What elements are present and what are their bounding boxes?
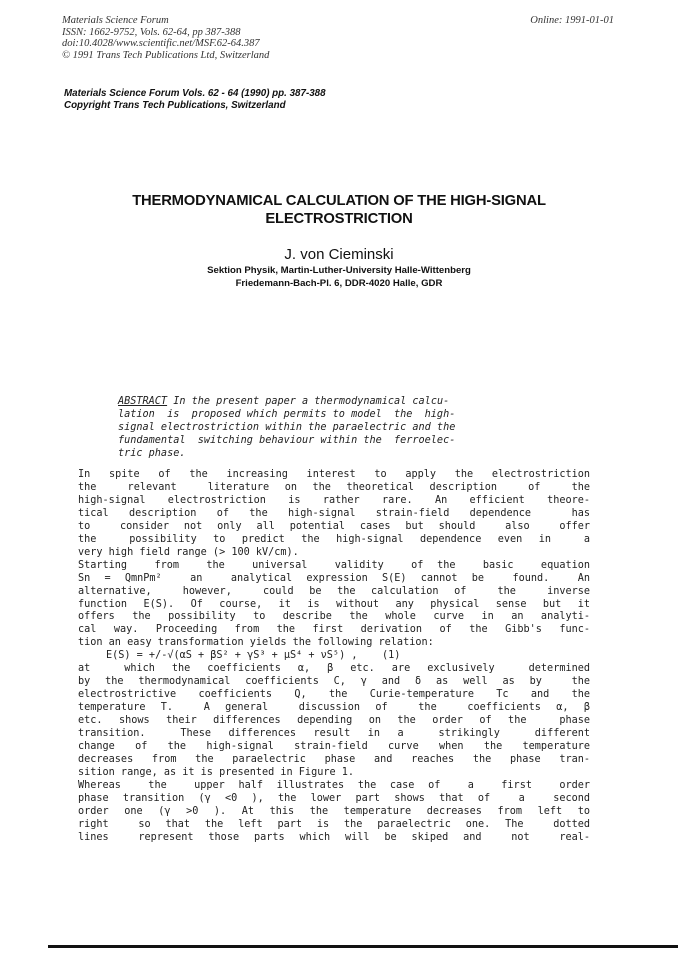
page-bottom-rule [48, 945, 678, 948]
body-line: high-signal electrostriction is rather rare. An efficient theore- [78, 494, 590, 506]
abstract-line: tric phase. [118, 448, 186, 459]
body-text [78, 469, 590, 845]
journal-volume: Materials Science Forum Vols. 62 - 64 (1990) pp. 387-388 [64, 88, 326, 99]
abstract-first-line [118, 395, 558, 408]
body-line: In spite of the increasing interest to apply the electrostriction [78, 469, 590, 480]
equation-1: E(S) = +/-√(αS + βS² + γS³ + μS⁴ + νS⁵) , (1) [106, 650, 401, 662]
header-journal: Materials Science Forum [62, 15, 169, 26]
abstract-line: signal electrostriction within the paraelectric and the [118, 422, 456, 433]
body-line: order one (γ >0 ). At this the temperature decreases from left to [78, 805, 590, 817]
body-line: tion an easy transformation yields the following relation: [78, 637, 434, 649]
body-line: by the thermodynamical coefficients C, γ and δ as well as by the [78, 676, 590, 688]
affiliation-line: Sektion Physik, Martin-Luther-University Halle-Wittenberg [207, 265, 471, 276]
body-line: the relevant literature on the theoretical description of the [78, 481, 590, 493]
journal-reference [64, 88, 326, 112]
header-copyright: © 1991 Trans Tech Publications Ltd, Switzerland [62, 49, 270, 61]
affiliation [60, 265, 618, 290]
abstract-line: lation is proposed which permits to model the high- [118, 409, 456, 420]
body-line: function E(S). Of course, it is without any physical sense but it [78, 598, 590, 610]
abstract-text: In the present paper a thermodynamical calcu- [167, 396, 450, 407]
title-line: ELECTROSTRICTION [265, 211, 413, 227]
body-line: very high field range (> 100 kV/cm). [78, 546, 299, 558]
body-line: Starting from the universal validity of the basic equation [78, 559, 590, 571]
body-line: sition range, as it is presented in Figure 1. [78, 766, 355, 778]
abstract-label: ABSTRACT [118, 396, 168, 407]
body-line: right so that the left part is the paraelectric one. The dotted [78, 818, 590, 830]
online-date: Online: 1991-01-01 [530, 15, 614, 26]
body-line: cal way. Proceeding from the first derivation of the Gibb's func- [78, 624, 590, 636]
body-line: temperature T. A general discussion of the coefficients α, β [78, 702, 590, 714]
body-line: Sn = QmnPm² an analytical expression S(E) cannot be found. An [78, 572, 590, 584]
journal-copyright: Copyright Trans Tech Publications, Switzerland [64, 100, 286, 111]
body-line: lines represent those parts which will be skiped and not real- [78, 831, 590, 843]
body-line: tical description of the high-signal strain-field dependence has [78, 507, 590, 519]
affiliation-line: Friedemann-Bach-Pl. 6, DDR-4020 Halle, GDR [235, 277, 443, 289]
body-line: the possibility to predict the high-signal dependence even in a [78, 533, 590, 545]
publication-header [62, 15, 269, 61]
body-line: electrostrictive coefficients Q, the Curie-temperature Tc and the [78, 689, 590, 701]
body-line: change of the high-signal strain-field curve when the temperature [78, 741, 590, 753]
body-line: Whereas the upper half illustrates the case of a first order [78, 779, 590, 791]
abstract [118, 395, 558, 460]
body-line: decreases from the paraelectric phase and reaches the phase tran- [78, 753, 590, 765]
body-line: phase transition (γ <0 ), the lower part shows that of a second [78, 792, 590, 804]
header-issn: ISSN: 1662-9752, Vols. 62-64, pp 387-388 [62, 26, 241, 38]
body-line: alternative, however, could be the calculation of the inverse [78, 585, 590, 597]
paper-title [60, 192, 618, 228]
author-name: J. von Cieminski [284, 246, 394, 263]
abstract-line: fundamental switching behaviour within the ferroelec- [118, 435, 456, 446]
body-line: to consider not only all potential cases but should also offer [78, 520, 590, 532]
header-doi[interactable]: doi:10.4028/www.scientific.net/MSF.62-64.387 [62, 38, 260, 49]
body-line: offers the possibility to describe the whole curve in an analyti- [78, 611, 590, 623]
title-line: THERMODYNAMICAL CALCULATION OF THE HIGH-SIGNAL [132, 193, 546, 209]
body-line: transition. These differences result in a strikingly different [78, 728, 590, 740]
body-line: etc. shows their differences depending on the order of the phase [78, 715, 590, 727]
body-line: at which the coefficients α, β etc. are exclusively determined [78, 663, 590, 675]
